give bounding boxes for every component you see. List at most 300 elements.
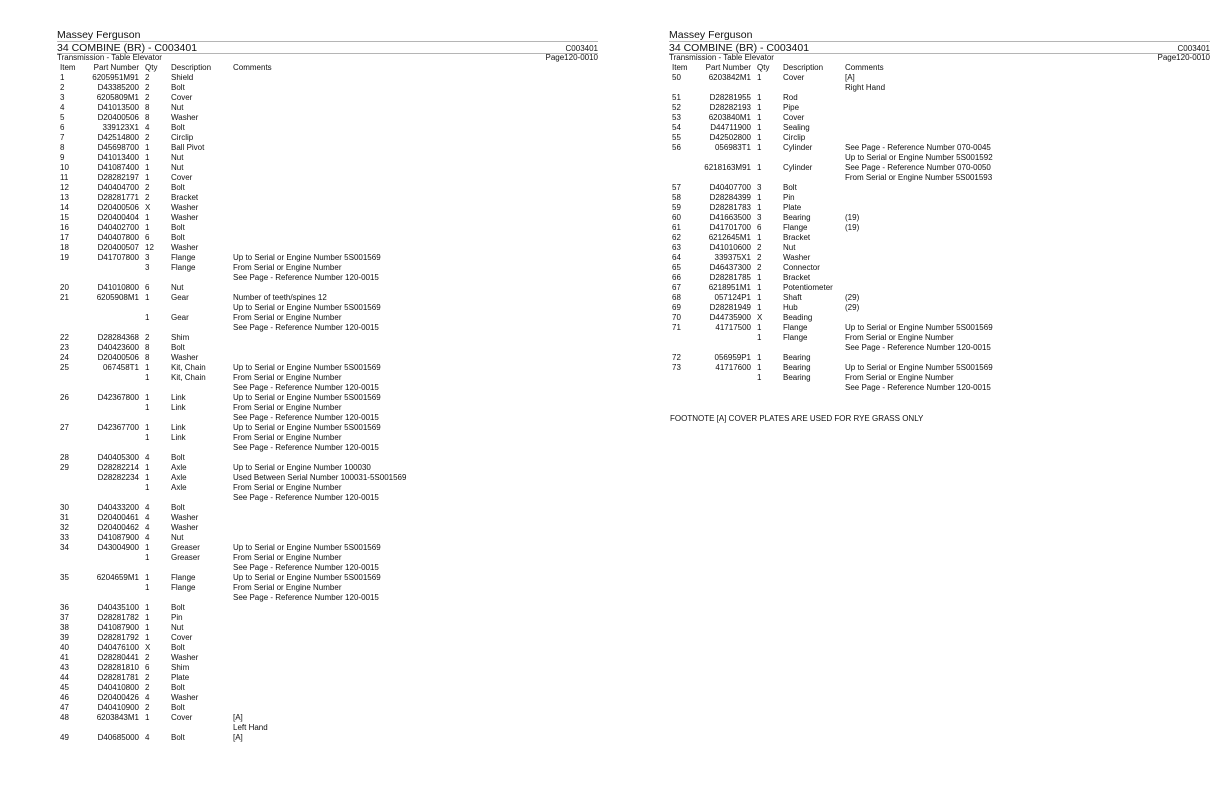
description: Nut (171, 283, 184, 292)
item-number: 28 (60, 453, 69, 462)
table-row (669, 353, 1210, 363)
table-row (669, 273, 1210, 283)
part-number: D28281783 (709, 203, 751, 212)
column-header-item: Item (672, 63, 688, 72)
description: Bracket (783, 273, 811, 282)
column-header-qty: Qty (757, 63, 770, 72)
part-number: D44735900 (709, 313, 751, 322)
description: Shield (171, 73, 194, 82)
quantity: 2 (757, 243, 762, 252)
item-number: 14 (60, 203, 69, 212)
table-row (57, 313, 598, 333)
quantity: 1 (145, 483, 150, 492)
quantity: 2 (145, 703, 150, 712)
part-number: D20400404 (97, 213, 139, 222)
description: Cylinder (783, 163, 813, 172)
part-number: D43385200 (97, 83, 139, 92)
item-number: 3 (60, 93, 65, 102)
quantity: 1 (145, 543, 150, 552)
item-number: 47 (60, 703, 69, 712)
item-number: 64 (672, 253, 681, 262)
quantity: 1 (145, 313, 150, 322)
table-row (57, 423, 598, 433)
part-number: D40476100 (97, 643, 139, 652)
comment: See Page - Reference Number 120-0015 (233, 443, 379, 452)
table-row (57, 683, 598, 693)
part-number: 056959P1 (714, 353, 751, 362)
part-number: D28281955 (709, 93, 751, 102)
item-number: 29 (60, 463, 69, 472)
part-number: D40405300 (97, 453, 139, 462)
part-number: D44711900 (710, 123, 751, 132)
model-title: 34 COMBINE (BR) - C003401 (57, 42, 198, 54)
quantity: 2 (145, 183, 150, 192)
description: Nut (171, 533, 184, 542)
table-row (57, 633, 598, 643)
part-number: D42514800 (97, 133, 139, 142)
comment: From Serial or Engine Number (233, 433, 342, 442)
part-number: D41701700 (709, 223, 751, 232)
comment: Up to Serial or Engine Number 5S001592 (845, 153, 993, 162)
table-row (57, 233, 598, 243)
part-number: 6204659M1 (96, 573, 139, 582)
table-row (669, 303, 1210, 313)
part-number: D20400506 (97, 353, 139, 362)
part-number: 339375X1 (714, 253, 751, 262)
comment: From Serial or Engine Number (233, 403, 342, 412)
page-number: Page120-0010 (1157, 53, 1210, 62)
description: Plate (171, 673, 190, 682)
quantity: 6 (145, 233, 150, 242)
description: Kit, Chain (171, 363, 206, 372)
table-row (57, 553, 598, 573)
quantity: 1 (145, 373, 150, 382)
quantity: 8 (145, 343, 150, 352)
quantity: 1 (757, 353, 762, 362)
part-number: D28281792 (97, 633, 139, 642)
description: Flange (783, 323, 808, 332)
item-number: 43 (60, 663, 69, 672)
part-number: 6212645M1 (708, 233, 751, 242)
description: Link (171, 423, 186, 432)
item-number: 7 (60, 133, 65, 142)
comment: Left Hand (233, 723, 268, 732)
quantity: 1 (145, 143, 150, 152)
item-number: 56 (672, 143, 681, 152)
quantity: 2 (145, 683, 150, 692)
quantity: 1 (757, 273, 762, 282)
comment: From Serial or Engine Number (845, 373, 954, 382)
item-number: 44 (60, 673, 69, 682)
description: Bolt (171, 223, 185, 232)
description: Rod (783, 93, 798, 102)
quantity: 4 (145, 123, 150, 132)
comment: See Page - Reference Number 120-0015 (233, 563, 379, 572)
quantity: 1 (145, 173, 150, 182)
description: Bearing (783, 373, 811, 382)
description: Link (171, 393, 186, 402)
part-number: D20400507 (97, 243, 139, 252)
table-row (669, 263, 1210, 273)
item-number: 49 (60, 733, 69, 742)
item-number: 71 (672, 323, 681, 332)
column-header-part-number: Part Number (705, 63, 751, 72)
table-row (57, 163, 598, 173)
table-row (669, 93, 1210, 103)
item-number: 38 (60, 623, 69, 632)
item-number: 61 (672, 223, 681, 232)
part-number: D42367800 (97, 393, 139, 402)
description: Nut (171, 103, 184, 112)
brand-title: Massey Ferguson (669, 29, 753, 41)
description: Greaser (171, 543, 200, 552)
item-number: 21 (60, 293, 69, 302)
table-row (57, 73, 598, 83)
description: Link (171, 433, 186, 442)
item-number: 66 (672, 273, 681, 282)
part-number: D41663500 (709, 213, 751, 222)
table-row (669, 133, 1210, 143)
table-row (57, 133, 598, 143)
table-row (669, 163, 1210, 183)
table-row (57, 573, 598, 583)
part-number: D41707800 (97, 253, 139, 262)
description: Sealing (783, 123, 810, 132)
item-number: 55 (672, 133, 681, 142)
comment: Up to Serial or Engine Number 5S001569 (233, 573, 381, 582)
part-number: D28281771 (97, 193, 139, 202)
table-row (57, 403, 598, 423)
item-number: 62 (672, 233, 681, 242)
quantity: 2 (145, 653, 150, 662)
part-number: D42367700 (97, 423, 139, 432)
table-row (57, 663, 598, 673)
quantity: 1 (145, 463, 150, 472)
item-number: 18 (60, 243, 69, 252)
quantity: 1 (757, 103, 762, 112)
quantity: 2 (145, 333, 150, 342)
part-number: D40423600 (97, 343, 139, 352)
comment: From Serial or Engine Number (233, 483, 342, 492)
comment: From Serial or Engine Number (233, 583, 342, 592)
quantity: 1 (757, 283, 762, 292)
table-row (57, 293, 598, 313)
catalog-code: C003401 (1177, 44, 1210, 53)
quantity: 1 (145, 153, 150, 162)
quantity: 4 (145, 523, 150, 532)
quantity: 4 (145, 693, 150, 702)
table-row (57, 183, 598, 193)
quantity: 3 (145, 253, 150, 262)
table-row (669, 373, 1210, 393)
item-number: 9 (60, 153, 65, 162)
quantity: X (757, 313, 763, 322)
table-row (669, 183, 1210, 193)
part-number: D41087400 (97, 163, 139, 172)
description: Bolt (171, 503, 185, 512)
comment: See Page - Reference Number 120-0015 (233, 323, 379, 332)
description: Potentiometer (783, 283, 833, 292)
column-header-qty: Qty (145, 63, 158, 72)
part-number: 339123X1 (102, 123, 139, 132)
table-row (57, 643, 598, 653)
comment: See Page - Reference Number 120-0015 (233, 273, 379, 282)
description: Cover (783, 113, 805, 122)
description: Cylinder (783, 143, 813, 152)
item-number: 69 (672, 303, 681, 312)
description: Axle (171, 483, 187, 492)
item-number: 2 (60, 83, 65, 92)
column-header-description: Description (171, 63, 212, 72)
description: Beading (783, 313, 813, 322)
item-number: 46 (60, 693, 69, 702)
quantity: 1 (757, 373, 762, 382)
comment: From Serial or Engine Number 5S001593 (845, 173, 993, 182)
part-number: D41013500 (97, 103, 139, 112)
quantity: X (145, 643, 151, 652)
quantity: 1 (145, 163, 150, 172)
description: Bearing (783, 363, 811, 372)
item-number: 53 (672, 113, 681, 122)
quantity: 4 (145, 513, 150, 522)
table-row (57, 363, 598, 373)
table-row (669, 313, 1210, 323)
table-row (57, 473, 598, 483)
item-number: 54 (672, 123, 681, 132)
table-row (57, 203, 598, 213)
item-number: 40 (60, 643, 69, 652)
table-row (669, 103, 1210, 113)
comment: [A] (233, 733, 243, 742)
quantity: 12 (145, 243, 154, 252)
description: Pin (783, 193, 795, 202)
item-number: 60 (672, 213, 681, 222)
part-number: D41087900 (97, 623, 139, 632)
description: Washer (171, 353, 199, 362)
comment: See Page - Reference Number 120-0015 (845, 343, 991, 352)
item-number: 73 (672, 363, 681, 372)
table-row (57, 613, 598, 623)
comment: From Serial or Engine Number (845, 333, 954, 342)
table-row (669, 323, 1210, 333)
quantity: 1 (145, 393, 150, 402)
table-row (57, 433, 598, 453)
description: Bolt (171, 703, 185, 712)
part-number: D20400461 (97, 513, 139, 522)
item-number: 67 (672, 283, 681, 292)
part-number: D42502800 (709, 133, 751, 142)
quantity: 4 (145, 533, 150, 542)
table-row (57, 453, 598, 463)
quantity: 2 (145, 93, 150, 102)
quantity: 1 (145, 433, 150, 442)
table-row (669, 113, 1210, 123)
quantity: 1 (145, 213, 150, 222)
comment: Right Hand (845, 83, 886, 92)
table-row (57, 343, 598, 353)
table-row (57, 373, 598, 393)
quantity: 1 (145, 293, 150, 302)
table-row (669, 233, 1210, 243)
part-number: D40410800 (97, 683, 139, 692)
quantity: 1 (757, 93, 762, 102)
description: Flange (171, 263, 196, 272)
column-header-item: Item (60, 63, 76, 72)
quantity: 1 (145, 403, 150, 412)
table-row (57, 213, 598, 223)
part-number: 6203842M1 (708, 73, 751, 82)
parts-table-right (669, 73, 1210, 393)
table-row (57, 143, 598, 153)
quantity: 1 (145, 583, 150, 592)
description: Washer (783, 253, 811, 262)
quantity: 3 (757, 213, 762, 222)
table-row (57, 503, 598, 513)
description: Washer (171, 513, 199, 522)
description: Bolt (171, 83, 185, 92)
part-number: 6203840M1 (708, 113, 751, 122)
comment: (29) (845, 303, 860, 312)
part-number: D40685000 (97, 733, 139, 742)
part-number: D20400506 (97, 113, 139, 122)
table-row (57, 283, 598, 293)
comment: See Page - Reference Number 120-0015 (845, 383, 991, 392)
description: Ball Pivot (171, 143, 205, 152)
quantity: 8 (145, 113, 150, 122)
quantity: 1 (145, 623, 150, 632)
table-row (669, 203, 1210, 213)
table-row (669, 363, 1210, 373)
description: Bearing (783, 353, 811, 362)
quantity: 1 (145, 633, 150, 642)
description: Bolt (783, 183, 797, 192)
brand-title: Massey Ferguson (57, 29, 141, 41)
quantity: 1 (145, 223, 150, 232)
part-number: D40410900 (97, 703, 139, 712)
comment: Number of teeth/spines 12 (233, 293, 327, 302)
quantity: 1 (757, 323, 762, 332)
item-number: 4 (60, 103, 65, 112)
part-number: D40407800 (97, 233, 139, 242)
part-number: 6218951M1 (708, 283, 751, 292)
item-number: 30 (60, 503, 69, 512)
item-number: 13 (60, 193, 69, 202)
description: Washer (171, 113, 199, 122)
table-row (669, 283, 1210, 293)
description: Nut (171, 163, 184, 172)
quantity: 1 (757, 143, 762, 152)
quantity: 1 (145, 603, 150, 612)
table-row (669, 193, 1210, 203)
column-header-comments: Comments (845, 63, 884, 72)
description: Cover (783, 73, 805, 82)
description: Washer (171, 213, 199, 222)
description: Pin (171, 613, 183, 622)
section-title: Transmission - Table Elevator (57, 53, 162, 62)
item-number: 65 (672, 263, 681, 272)
table-row (57, 713, 598, 733)
description: Circlip (783, 133, 806, 142)
description: Bolt (171, 733, 185, 742)
comment: Up to Serial or Engine Number 5S001569 (233, 423, 381, 432)
item-number: 17 (60, 233, 69, 242)
quantity: 4 (145, 733, 150, 742)
part-number: D28284399 (709, 193, 751, 202)
item-number: 23 (60, 343, 69, 352)
description: Greaser (171, 553, 200, 562)
quantity: 1 (145, 573, 150, 582)
description: Bolt (171, 343, 185, 352)
description: Flange (783, 223, 808, 232)
comment: [A] (845, 73, 855, 82)
part-number: D20400462 (97, 523, 139, 532)
quantity: 4 (145, 503, 150, 512)
comment: See Page - Reference Number 120-0015 (233, 383, 379, 392)
item-number: 41 (60, 653, 69, 662)
part-number: D40407700 (709, 183, 751, 192)
item-number: 68 (672, 293, 681, 302)
table-row (57, 353, 598, 363)
part-number: D28281782 (97, 613, 139, 622)
comment: From Serial or Engine Number (233, 313, 342, 322)
description: Plate (783, 203, 802, 212)
description: Axle (171, 463, 187, 472)
item-number: 26 (60, 393, 69, 402)
description: Shim (171, 333, 190, 342)
description: Cover (171, 173, 193, 182)
part-number: D40404700 (97, 183, 139, 192)
item-number: 20 (60, 283, 69, 292)
quantity: 2 (145, 673, 150, 682)
description: Cover (171, 633, 193, 642)
quantity: 1 (145, 473, 150, 482)
table-row (57, 173, 598, 183)
description: Axle (171, 473, 187, 482)
table-row (57, 603, 598, 613)
description: Flange (171, 253, 196, 262)
part-number: 6205809M1 (96, 93, 139, 102)
part-number: D41010600 (709, 243, 751, 252)
description: Kit, Chain (171, 373, 206, 382)
model-title: 34 COMBINE (BR) - C003401 (669, 42, 810, 54)
description: Bolt (171, 603, 185, 612)
table-row (57, 523, 598, 533)
item-number: 58 (672, 193, 681, 202)
table-row (57, 93, 598, 103)
part-number: 6203843M1 (96, 713, 139, 722)
quantity: 2 (757, 263, 762, 272)
item-number: 24 (60, 353, 69, 362)
part-number: D20400426 (97, 693, 139, 702)
section-title: Transmission - Table Elevator (669, 53, 774, 62)
item-number: 70 (672, 313, 681, 322)
quantity: 6 (145, 283, 150, 292)
description: Washer (171, 653, 199, 662)
comment: Used Between Serial Number 100031-5S001569 (233, 473, 407, 482)
item-number: 50 (672, 73, 681, 82)
part-number: D40402700 (97, 223, 139, 232)
comment: See Page - Reference Number 120-0015 (233, 493, 379, 502)
description: Bolt (171, 643, 185, 652)
quantity: 1 (145, 553, 150, 562)
quantity: 1 (145, 363, 150, 372)
quantity: 1 (757, 303, 762, 312)
table-row (57, 103, 598, 113)
part-number: 6218163M91 (704, 163, 751, 172)
comment: Up to Serial or Engine Number 5S001569 (233, 363, 381, 372)
part-number: D40435100 (97, 603, 139, 612)
quantity: 2 (145, 193, 150, 202)
